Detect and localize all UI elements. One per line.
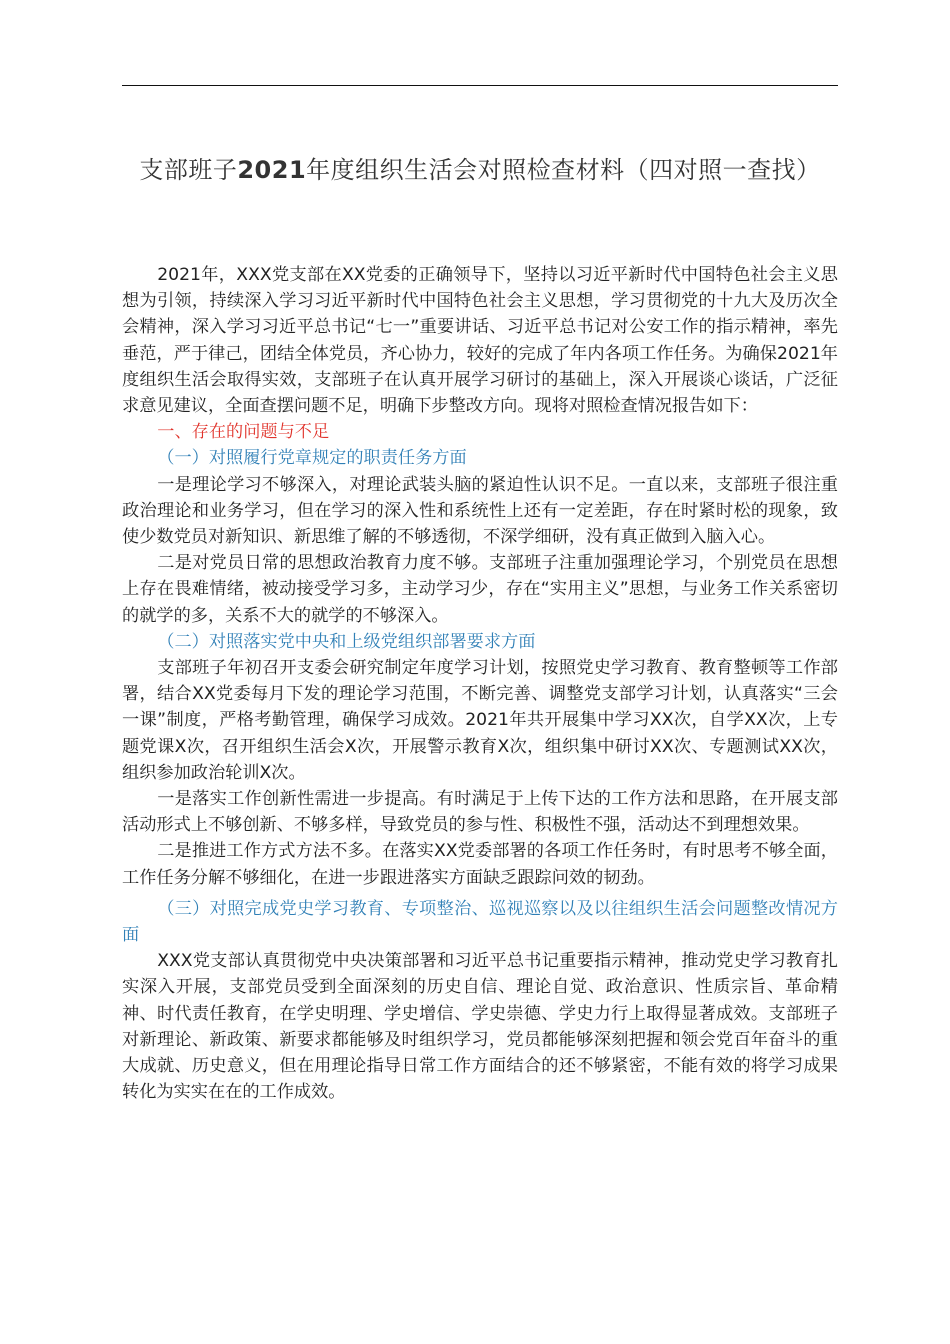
body-paragraph: 二是推进工作方式方法不多。在落实XX党委部署的各项工作任务时，有时思考不够全面，工作任务分解不够细化，在进一步跟进落实方面缺乏跟踪问效的韧劲。 xyxy=(122,841,838,888)
title-rest: 年度组织生活会对照检查材料（四对照一查找） xyxy=(306,156,821,184)
body-paragraph: 支部班子年初召开支委会研究制定年度学习计划，按照党史学习教育、教育整顿等工作部署，结合XX党委每月下发的理论学习范围，不断完善、调整党支部学习计划，认真落实“三会一课”制度，严格考勤管理，确保学习成效。2021年共开展集中学习XX次，自学XX次，上专题党课X次，召开组织生活会X次，开展警示教育X次，组织集中研讨XX次、专题测试XX次，组织参加政治轮训X次。 xyxy=(122,658,838,783)
subsection-heading-2: （二）对照落实党中央和上级党组织部署要求方面 xyxy=(157,631,536,652)
body-paragraph: 二是对党员日常的思想政治教育力度不够。支部班子注重加强理论学习，个别党员在思想上存在畏难情绪，被动接受学习多，主动学习少，存在“实用主义”思想，与业务工作关系密切的就学的多，关系不大的就学的不够深入。 xyxy=(122,553,838,626)
document-body xyxy=(122,262,838,1106)
intro-paragraph: 2021年，XXX党支部在XX党委的正确领导下，坚持以习近平新时代中国特色社会主义思想为引领，持续深入学习习近平新时代中国特色社会主义思想，学习贯彻党的十九大及历次全会精神，深入学习习近平总书记“七一”重要讲话、习近平总书记对公安工作的指示精神，率先垂范，严于律己，团结全体党员，齐心协力，较好的完成了年内各项工作任务。为确保2021年度组织生活会取得实效，支部班子在认真开展学习研讨的基础上，深入开展谈心谈话，广泛征求意见建议，全面查摆问题不足，明确下步整改方向。现将对照检查情况报告如下： xyxy=(122,265,838,417)
body-paragraph: XXX党支部认真贯彻党中央决策部署和习近平总书记重要指示精神，推动党史学习教育扎实深入开展，支部党员受到全面深刻的历史自信、理论自觉、政治意识、性质宗旨、革命精神、时代责任教育，在学史明理、学史增信、学史崇德、学史力行上取得显著成效。支部班子对新理论、新政策、新要求都能够及时组织学习，党员都能够深刻把握和领会党百年奋斗的重大成就、历史意义，但在用理论指导日常工作方面结合的还不够紧密，不能有效的将学习成果转化为实实在在的工作成效。 xyxy=(122,951,838,1103)
body-paragraph: 一是理论学习不够深入，对理论武装头脑的紧迫性认识不足。一直以来，支部班子很注重政治理论和业务学习，但在学习的深入性和系统性上还有一定差距，存在时紧时松的现象，致使少数党员对新知识、新思维了解的不够透彻，不深学细研，没有真正做到入脑入心。 xyxy=(122,474,838,548)
body-paragraph: 一是落实工作创新性需进一步提高。有时满足于上传下达的工作方法和思路，在开展支部活动形式上不够创新、不够多样，导致党员的参与性、积极性不强，活动达不到理想效果。 xyxy=(122,789,838,836)
subsection-heading-1: （一）对照履行党章规定的职责任务方面 xyxy=(157,448,467,469)
document-title xyxy=(122,146,838,194)
header-rule xyxy=(122,85,838,86)
section-heading-problems: 一、存在的问题与不足 xyxy=(157,422,330,443)
title-year: 2021 xyxy=(237,156,307,184)
title-prefix: 支部班子 xyxy=(139,156,238,184)
subsection-heading-3: （三）对照完成党史学习教育、专项整治、巡视巡察以及以往组织生活会问题整改情况方面 xyxy=(122,898,838,946)
